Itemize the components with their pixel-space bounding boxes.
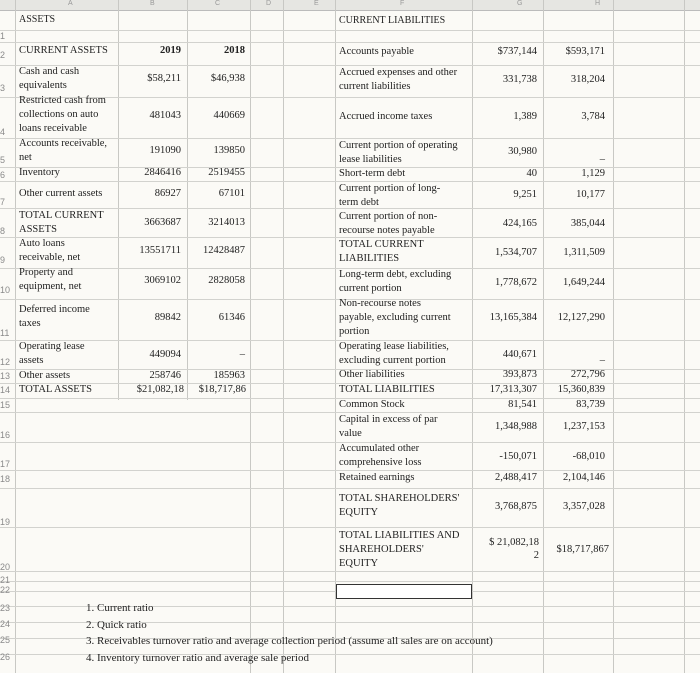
asset-label: Operating lease (19, 341, 85, 352)
column-header[interactable]: H (595, 0, 601, 7)
total-liabilities-equity-2019-suffix: 2 (533, 550, 539, 561)
row-number[interactable]: 4 (0, 127, 6, 137)
selected-cell[interactable] (336, 584, 472, 599)
asset-label: Property and (19, 267, 73, 278)
liability-value-2019[interactable]: 40 (526, 168, 537, 179)
column-header[interactable]: F (400, 0, 405, 7)
liability-value-2018[interactable]: 12,127,290 (557, 312, 605, 323)
row-number[interactable]: 18 (0, 474, 11, 484)
asset-label: equivalents (19, 80, 67, 91)
liability-value-2018[interactable]: 83,739 (576, 399, 605, 410)
asset-label: loans receivable (19, 123, 87, 134)
liability-label: current liabilities (339, 81, 411, 92)
liability-label: portion (339, 326, 370, 337)
asset-label: Accounts receivable, (19, 138, 108, 149)
liability-label: lease liabilities (339, 154, 402, 165)
row-number[interactable]: 26 (0, 652, 11, 662)
asset-label: Restricted cash from (19, 95, 106, 106)
asset-value-2019[interactable]: 449094 (149, 349, 181, 360)
liability-value-2018[interactable]: 318,204 (570, 74, 605, 85)
liability-value-2018[interactable]: 1,649,244 (563, 277, 605, 288)
column-header[interactable]: A (68, 0, 73, 7)
asset-label: net (19, 152, 32, 163)
asset-value-2018[interactable]: – (239, 349, 245, 360)
asset-value-2019[interactable]: 13551711 (139, 245, 181, 256)
asset-label: CURRENT ASSETS (19, 45, 108, 56)
asset-value-2018[interactable]: 185963 (213, 370, 245, 381)
liability-value-2018[interactable]: 3,357,028 (563, 501, 605, 512)
row-number[interactable]: 19 (0, 517, 11, 527)
row-number[interactable]: 13 (0, 371, 11, 381)
liability-label: TOTAL CURRENT (339, 239, 424, 250)
asset-value-2019[interactable]: 481043 (149, 110, 181, 121)
liability-value-2018[interactable]: 10,177 (576, 189, 605, 200)
liability-label: comprehensive loss (339, 457, 422, 468)
total-liabilities-equity-2018[interactable]: $18,717,867 (556, 544, 609, 555)
liability-label: payable, excluding current (339, 312, 451, 323)
liability-value-2018[interactable]: 15,360,839 (557, 384, 605, 395)
column-header[interactable]: D (266, 0, 272, 7)
asset-label: Auto loans (19, 238, 65, 249)
liability-value-2019[interactable]: 1,778,672 (495, 277, 537, 288)
liability-value-2019[interactable]: 13,165,384 (489, 312, 537, 323)
liability-value-2018[interactable]: -68,010 (572, 451, 605, 462)
liabilities-title: CURRENT LIABILITIES (339, 15, 446, 26)
liability-label: Common Stock (339, 399, 405, 410)
liability-value-2019[interactable]: -150,071 (499, 451, 537, 462)
row-number[interactable]: 10 (0, 285, 11, 295)
row-number[interactable]: 15 (0, 400, 11, 410)
row-number[interactable]: 16 (0, 430, 11, 440)
liability-label: EQUITY (339, 507, 379, 518)
liability-label: Current portion of operating (339, 140, 458, 151)
row-number[interactable]: 24 (0, 619, 11, 629)
liability-value-2019[interactable]: 2,488,417 (495, 472, 537, 483)
column-header-bar (0, 0, 700, 11)
total-liabilities-equity-2019[interactable]: $ 21,082,18 (489, 537, 539, 548)
liability-label: recourse notes payable (339, 225, 435, 236)
assets-title: ASSETS (19, 14, 56, 25)
liability-label: Accumulated other (339, 443, 420, 454)
asset-label: Cash and cash (19, 66, 80, 77)
asset-value-2018[interactable]: 3214013 (208, 217, 245, 228)
asset-label: Other current assets (19, 188, 103, 199)
liability-label: TOTAL SHAREHOLDERS' (339, 493, 460, 504)
row-number[interactable]: 5 (0, 155, 6, 165)
liability-label: Accrued income taxes (339, 111, 433, 122)
asset-value-2018[interactable]: 12428487 (203, 245, 245, 256)
question-item: 2. Quick ratio (86, 619, 147, 631)
liability-value-2019[interactable]: 331,738 (502, 74, 537, 85)
liability-value-2019[interactable]: 1,389 (513, 111, 537, 122)
asset-value-2019[interactable]: $58,211 (147, 73, 181, 84)
row-number[interactable]: 1 (0, 31, 6, 41)
asset-label: TOTAL ASSETS (19, 384, 92, 395)
asset-year-2019: 2019 (160, 45, 181, 56)
liability-label: TOTAL LIABILITIES (339, 384, 435, 395)
liability-label: Short-term debt (339, 168, 406, 179)
asset-label: assets (19, 355, 44, 366)
row-number[interactable]: 8 (0, 226, 6, 236)
total-assets-2019[interactable]: $21,082,18 (136, 384, 184, 395)
total-assets-2018[interactable]: $18,717,86 (198, 384, 246, 395)
liability-value-2019[interactable]: 81,541 (508, 399, 537, 410)
liability-label: SHAREHOLDERS' (339, 544, 424, 555)
row-number[interactable]: 23 (0, 603, 11, 613)
liability-label: EQUITY (339, 558, 379, 569)
liability-label: LIABILITIES (339, 253, 400, 264)
liability-label: term debt (339, 197, 379, 208)
asset-year-2018: 2018 (224, 45, 245, 56)
asset-label: receivable, net (19, 252, 81, 263)
row-number[interactable]: 12 (0, 357, 11, 367)
asset-value-2018[interactable]: 2519455 (208, 167, 245, 178)
liability-label: value (339, 428, 362, 439)
liability-value-2018[interactable]: 1,311,509 (563, 247, 605, 258)
asset-value-2019[interactable]: 86927 (154, 188, 181, 199)
liability-value-2018[interactable]: $593,171 (565, 46, 605, 57)
liability-value-2019[interactable]: $737,144 (497, 46, 537, 57)
liability-value-2018[interactable]: 2,104,146 (563, 472, 605, 483)
liability-value-2018[interactable]: 385,044 (570, 218, 605, 229)
asset-value-2019[interactable]: 258746 (149, 370, 181, 381)
asset-value-2018[interactable]: $46,938 (210, 73, 245, 84)
row-number[interactable]: 25 (0, 635, 11, 645)
asset-value-2018[interactable]: 2828058 (208, 275, 245, 286)
question-item: 4. Inventory turnover ratio and average sale period (86, 652, 309, 664)
liability-value-2019[interactable]: 17,313,307 (489, 384, 537, 395)
asset-label: ASSETS (19, 224, 57, 235)
column-header[interactable]: B (150, 0, 155, 7)
asset-value-2018[interactable]: 61346 (218, 312, 245, 323)
liability-label: Operating lease liabilities, (339, 341, 449, 352)
question-item: 3. Receivables turnover ratio and average collection period (assume all sales are on account) (86, 635, 493, 647)
liability-value-2019[interactable]: 440,671 (502, 349, 537, 360)
liability-label: Other liabilities (339, 369, 405, 380)
column-header[interactable]: C (215, 0, 221, 7)
liability-label: Retained earnings (339, 472, 415, 483)
row-number[interactable]: 6 (0, 170, 6, 180)
liability-value-2018[interactable]: 3,784 (581, 111, 605, 122)
asset-label: collections on auto (19, 109, 99, 120)
liability-value-2019[interactable]: 393,873 (502, 369, 537, 380)
question-item: 1. Current ratio (86, 602, 154, 614)
liability-label: current portion (339, 283, 402, 294)
row-number[interactable]: 22 (0, 585, 11, 595)
liability-label: Current portion of long- (339, 183, 441, 194)
liability-value-2019[interactable]: 30,980 (508, 146, 537, 157)
liability-label: Accounts payable (339, 46, 414, 57)
column-header[interactable]: G (517, 0, 523, 7)
liability-label: TOTAL LIABILITIES AND (339, 530, 460, 541)
row-number[interactable]: 21 (0, 575, 11, 585)
asset-label: taxes (19, 318, 41, 329)
asset-value-2018[interactable]: 67101 (218, 188, 245, 199)
row-number[interactable]: 9 (0, 255, 6, 265)
liability-value-2019[interactable]: 1,534,707 (495, 247, 537, 258)
liability-value-2019[interactable]: 1,348,988 (495, 421, 537, 432)
asset-value-2019[interactable]: 2846416 (144, 167, 181, 178)
asset-label: TOTAL CURRENT (19, 210, 104, 221)
liability-label: Non-recourse notes (339, 298, 421, 309)
liability-label: Current portion of non- (339, 211, 438, 222)
liability-value-2019[interactable]: 424,165 (502, 218, 537, 229)
asset-value-2019[interactable]: 89842 (154, 312, 181, 323)
liability-label: excluding current portion (339, 355, 446, 366)
asset-label: Deferred income (19, 304, 90, 315)
liability-value-2019[interactable]: 9,251 (513, 189, 537, 200)
row-number[interactable]: 7 (0, 197, 6, 207)
asset-label: Other assets (19, 370, 71, 381)
liability-value-2018[interactable]: – (599, 355, 605, 366)
row-number[interactable]: 20 (0, 562, 11, 572)
liability-value-2019[interactable]: 3,768,875 (495, 501, 537, 512)
liability-value-2018[interactable]: 1,129 (581, 168, 605, 179)
asset-label: Inventory (19, 167, 60, 178)
row-number[interactable]: 3 (0, 83, 6, 93)
asset-value-2019[interactable]: 3663687 (144, 217, 181, 228)
liability-value-2018[interactable]: 272,796 (570, 369, 605, 380)
liability-value-2018[interactable]: – (599, 154, 605, 165)
asset-value-2018[interactable]: 440669 (213, 110, 245, 121)
liability-value-2018[interactable]: 1,237,153 (563, 421, 605, 432)
asset-value-2018[interactable]: 139850 (213, 145, 245, 156)
row-number[interactable]: 11 (0, 328, 10, 338)
column-header[interactable]: E (314, 0, 319, 7)
liability-label: Long-term debt, excluding (339, 269, 452, 280)
asset-value-2019[interactable]: 3069102 (144, 275, 181, 286)
row-number[interactable]: 14 (0, 385, 11, 395)
asset-label: equipment, net (19, 281, 82, 292)
row-number[interactable]: 17 (0, 459, 11, 469)
row-number[interactable]: 2 (0, 50, 6, 60)
asset-value-2019[interactable]: 191090 (149, 145, 181, 156)
liability-label: Capital in excess of par (339, 414, 438, 425)
liability-label: Accrued expenses and other (339, 67, 458, 78)
